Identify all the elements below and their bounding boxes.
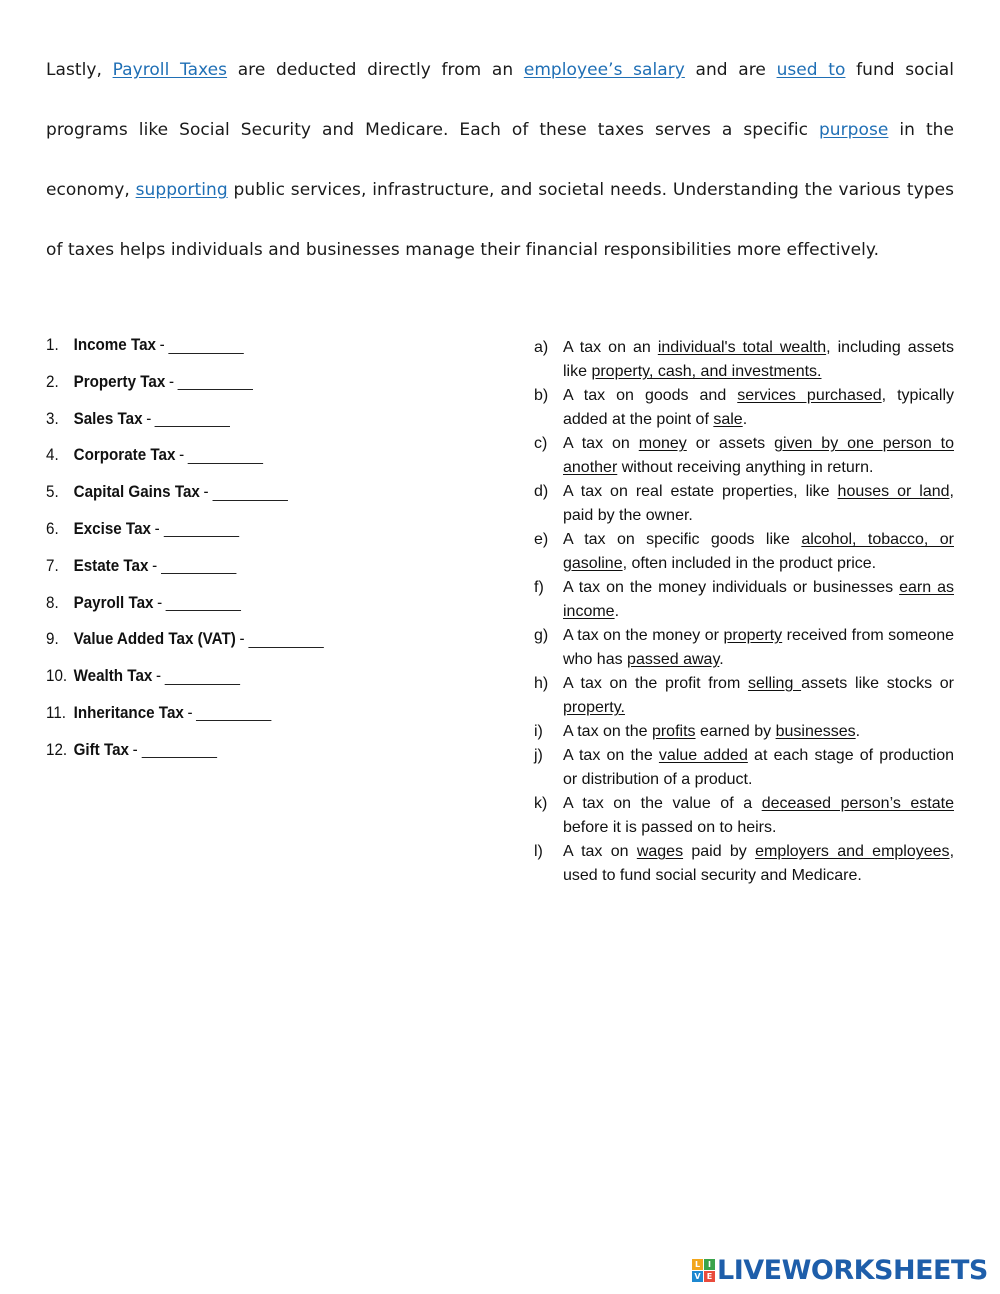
underlined-phrase: businesses [775, 723, 856, 740]
term-number: 12. [46, 740, 68, 759]
logo-mark-tile: V [692, 1271, 703, 1282]
definition-fragment: , often included in the product price. [622, 555, 877, 572]
term-item [46, 410, 451, 447]
underlined-phrase: property. [563, 699, 625, 716]
definitions-list [534, 336, 954, 888]
definition-text [563, 336, 954, 384]
term-name: Inheritance Tax [73, 703, 184, 722]
answer-blank-input[interactable] [168, 338, 243, 354]
paragraph-text: in the economy, [46, 120, 954, 200]
definition-fragment: . [855, 723, 861, 740]
answer-blank-input[interactable] [248, 632, 323, 648]
definition-item [534, 480, 954, 528]
paragraph-text: and are [684, 60, 777, 80]
answer-blank-input[interactable] [155, 411, 230, 427]
term-number: 11. [46, 703, 66, 722]
underlined-phrase: property [723, 627, 783, 644]
answer-blank-input[interactable] [178, 374, 253, 390]
term-number: 5. [46, 483, 59, 502]
underlined-phrase: selling [747, 675, 802, 692]
underlined-phrase: money [638, 435, 687, 452]
definition-fragment: A tax on specific goods like [563, 531, 802, 548]
definition-letter: g) [534, 627, 549, 644]
definition-fragment: . [742, 411, 748, 428]
logo-mark-tile: L [692, 1259, 703, 1270]
definition-fragment: . [614, 603, 620, 620]
liveworksheets-logo [692, 1254, 988, 1286]
term-number: 4. [46, 446, 59, 465]
answer-blank-input[interactable] [196, 705, 271, 721]
liveworksheets-logo-icon [692, 1259, 715, 1282]
term-name: Corporate Tax [73, 446, 176, 465]
term-dash: - [179, 446, 185, 465]
underlined-phrase: houses or land [837, 483, 950, 500]
underlined-phrase: wages [636, 843, 684, 860]
term-name: Income Tax [73, 336, 156, 354]
definition-item [534, 384, 954, 432]
term-name: Capital Gains Tax [73, 483, 200, 502]
definition-fragment: A tax on goods and [563, 387, 738, 404]
definition-fragment: , paid by the owner. [563, 483, 954, 524]
underlined-phrase: alcohol, tobacco, or gasoline [563, 531, 954, 572]
term-name: Value Added Tax (VAT) [73, 630, 236, 649]
term-dash: - [154, 519, 160, 538]
definition-fragment: A tax on the value of a [563, 795, 762, 812]
term-dash: - [203, 483, 209, 502]
answer-blank-input[interactable] [161, 558, 236, 574]
definition-item [534, 720, 954, 744]
definition-fragment: A tax on the money or [563, 627, 724, 644]
answer-blank-input[interactable] [166, 595, 241, 611]
definition-letter: d) [534, 483, 549, 500]
answer-blank-input[interactable] [141, 742, 216, 758]
definition-text [563, 528, 954, 576]
definition-fragment: , typically added at the point of [563, 387, 955, 428]
definition-letter: k) [534, 795, 548, 812]
definition-item [534, 528, 954, 576]
paragraph-text: are deducted directly from an [227, 60, 524, 80]
answer-blank-input[interactable] [188, 448, 263, 464]
underlined-phrase: property, cash, and investments. [591, 363, 822, 380]
definition-text [563, 624, 954, 672]
term-item [46, 336, 451, 373]
term-name: Excise Tax [73, 519, 151, 538]
definition-fragment: A tax on the money individuals or businesses [563, 579, 900, 596]
term-number: 2. [46, 372, 59, 391]
term-number: 1. [46, 336, 59, 354]
definition-fragment: A tax on the [563, 747, 659, 764]
term-item [46, 594, 451, 631]
intro-paragraph [46, 40, 954, 280]
term-item [46, 520, 451, 557]
term-name: Payroll Tax [73, 593, 154, 612]
definition-fragment: A tax on real estate properties, like [563, 483, 838, 500]
term-number: 7. [46, 556, 59, 575]
definition-item [534, 624, 954, 672]
definition-fragment: or assets [686, 435, 775, 452]
underlined-phrase: employers and employees [755, 843, 950, 860]
definition-item [534, 336, 954, 384]
term-dash: - [132, 740, 138, 759]
term-dash: - [157, 593, 163, 612]
definition-item [534, 672, 954, 720]
underlined-phrase: value added [658, 747, 748, 764]
term-name: Sales Tax [73, 409, 143, 428]
glossary-link[interactable]: Payroll Taxes [112, 60, 228, 80]
term-item [46, 483, 451, 520]
term-number: 3. [46, 409, 59, 428]
glossary-link[interactable]: employee’s salary [523, 60, 685, 80]
definition-fragment: , including assets like [563, 339, 954, 380]
paragraph-text: public services, infrastructure, and societal needs. Understanding the various types of taxes helps individuals and businesses manage their financial responsibilities more effectively. [46, 180, 954, 260]
underlined-phrase: given by one person to another [563, 435, 954, 476]
definition-item [534, 744, 954, 792]
term-item [46, 373, 451, 410]
term-dash: - [168, 372, 175, 391]
term-name: Estate Tax [73, 556, 149, 575]
paragraph-text: Lastly, [46, 60, 113, 80]
term-dash: - [152, 556, 158, 575]
definition-text [563, 840, 954, 888]
term-number: 10. [46, 667, 68, 686]
term-item [46, 704, 451, 741]
underlined-phrase: earn as income [563, 579, 954, 620]
definition-letter: j) [534, 747, 543, 764]
definition-fragment: at each stage of production or distribution of a product. [563, 747, 955, 788]
term-name: Property Tax [73, 372, 166, 391]
logo-mark-tile: I [704, 1259, 715, 1270]
underlined-phrase: deceased person’s estate [761, 795, 954, 812]
definition-letter: i) [534, 723, 543, 740]
definition-text [563, 672, 954, 720]
term-dash: - [159, 336, 165, 354]
definition-fragment: A tax on the [563, 723, 652, 740]
definition-item [534, 840, 954, 888]
term-item [46, 667, 451, 704]
term-dash: - [156, 667, 162, 686]
term-dash: - [239, 630, 245, 649]
definition-letter: e) [534, 531, 549, 548]
term-dash: - [146, 409, 152, 428]
underlined-phrase: individual's total wealth [657, 339, 827, 356]
definition-text [563, 744, 954, 792]
underlined-phrase: passed away [627, 651, 720, 668]
underlined-phrase: services purchased [737, 387, 882, 404]
glossary-link[interactable]: used to [776, 60, 846, 80]
definition-letter: a) [534, 339, 549, 356]
term-number: 8. [46, 593, 59, 612]
paragraph-text: fund social programs like Social Security and Medicare. Each of these taxes serves a specific [46, 60, 955, 140]
definition-text [563, 720, 954, 744]
term-item [46, 557, 451, 594]
definition-fragment: . [719, 651, 724, 668]
definition-text [563, 480, 954, 528]
definition-fragment: received from someone who has [563, 627, 954, 668]
definition-fragment: before it is passed on to heirs. [563, 819, 777, 836]
definition-letter: c) [534, 435, 548, 452]
definition-item [534, 432, 954, 480]
term-item [46, 446, 451, 483]
definition-fragment: earned by [695, 723, 776, 740]
definition-letter: h) [534, 675, 549, 692]
logo-mark-tile: E [704, 1271, 715, 1282]
definition-letter: b) [534, 387, 549, 404]
definition-text [563, 432, 954, 480]
definition-item [534, 792, 954, 840]
underlined-phrase: profits [651, 723, 696, 740]
answer-blank-input[interactable] [212, 485, 287, 501]
definition-fragment: assets like stocks or [801, 675, 955, 692]
term-item [46, 741, 451, 778]
definition-item [534, 576, 954, 624]
terms-list [46, 336, 486, 778]
definition-fragment: paid by [683, 843, 756, 860]
term-name: Gift Tax [73, 740, 129, 759]
definition-letter: f) [534, 579, 544, 596]
glossary-link[interactable]: supporting [135, 180, 228, 200]
definition-fragment: , used to fund social security and Medicare. [563, 843, 955, 884]
definition-fragment: A tax on an [563, 339, 658, 356]
definition-letter: l) [534, 843, 543, 860]
logo-text: LIVEWORKSHEETS [717, 1254, 988, 1286]
underlined-phrase: sale [713, 411, 743, 428]
definition-text [563, 792, 954, 840]
definition-fragment: without receiving anything in return. [617, 459, 874, 476]
definition-fragment: A tax on [563, 435, 639, 452]
glossary-link[interactable]: purpose [818, 120, 889, 140]
term-dash: - [187, 703, 193, 722]
definition-fragment: A tax on [563, 843, 637, 860]
definition-text [563, 384, 954, 432]
term-name: Wealth Tax [73, 667, 153, 686]
answer-blank-input[interactable] [165, 669, 240, 685]
term-number: 9. [46, 630, 59, 649]
definition-fragment: A tax on the profit from [563, 675, 748, 692]
term-item [46, 630, 451, 667]
definition-text [563, 576, 954, 624]
answer-blank-input[interactable] [163, 521, 238, 537]
term-number: 6. [46, 519, 59, 538]
